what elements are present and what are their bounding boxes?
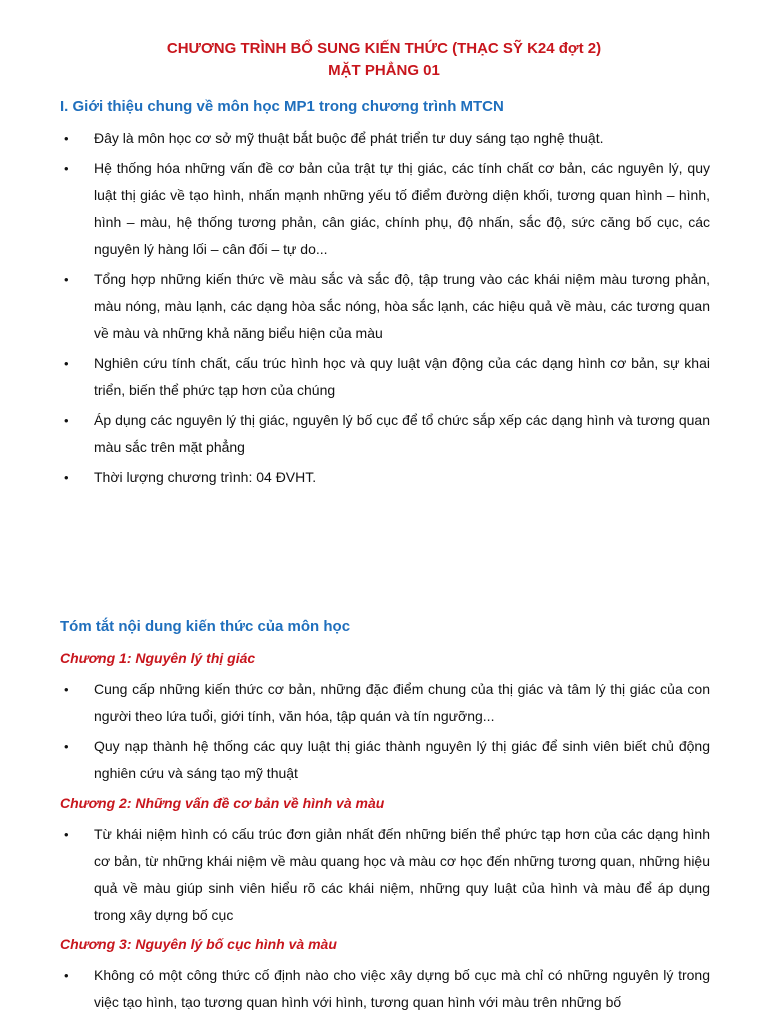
document-title [0,38,768,82]
bullet-icon: • [64,739,69,754]
bullet-icon: • [64,413,69,428]
bullet-icon: • [64,470,69,485]
chapter-1-bullet-list [60,676,710,787]
chapter-3-bullet-list [60,962,710,1016]
bullet-icon: • [64,272,69,287]
list-item: • Không có một công thức cố định nào cho việc xây dựng bố cục mà chỉ có những nguyên lý trong việc tạo hình, tạo tương quan hình với hình, tương quan hình với màu trên những bố [60,962,710,1016]
list-item: • Cung cấp những kiến thức cơ bản, những đặc điểm chung của thị giác và tâm lý thị giác của con người theo lứa tuổi, giới tính, văn hóa, tập quán và tín ngưỡng... [60,676,710,730]
chapter-1-title: Chương 1: Nguyên lý thị giác [60,650,256,666]
title-line-2: MẶT PHẲNG 01 [328,62,440,79]
chapter-2-title: Chương 2: Những vấn đề cơ bản về hình và màu [60,795,385,811]
bullet-icon: • [64,356,69,371]
chapter-2-bullet-list [60,821,710,929]
list-item: • Đây là môn học cơ sở mỹ thuật bắt buộc để phát triển tư duy sáng tạo nghệ thuật. [60,125,710,152]
list-item: • Hệ thống hóa những vấn đề cơ bản của trật tự thị giác, các tính chất cơ bản, các nguyên lý, quy luật thị giác về tạo hình, nhấn mạnh những yếu tố điểm đường diện khối, tương quan hình – hình, hình – màu, hệ thống tương phản, cân giác, chính phụ, độ nhấn, sắc độ, sức căng bố cục, các nguyên lý hàng lối – cân đối – tự do... [60,155,710,263]
chapter-3-title: Chương 3: Nguyên lý bố cục hình và màu [60,936,337,952]
list-item: • Từ khái niệm hình có cấu trúc đơn giản nhất đến những biến thể phức tạp hơn của các dạng hình cơ bản, từ những khái niệm về màu quang học và màu cơ học đến những tương quan, những hiệu quả về màu giúp sinh viên hiểu rõ các khái niệm, những quy luật của hình và màu để áp dụng trong xây dựng bố cục [60,821,710,929]
list-item: • Nghiên cứu tính chất, cấu trúc hình học và quy luật vận động của các dạng hình cơ bản, sự khai triển, biến thể phức tạp hơn của chúng [60,350,710,404]
bullet-icon: • [64,131,69,146]
title-line-1: CHƯƠNG TRÌNH BỔ SUNG KIẾN THỨC (THẠC SỸ K24 đợt 2) [166,40,602,57]
list-item: • Quy nạp thành hệ thống các quy luật thị giác thành nguyên lý thị giác để sinh viên biết chủ động nghiên cứu và sáng tạo mỹ thuật [60,733,710,787]
section-heading-intro: I. Giới thiệu chung về môn học MP1 trong chương trình MTCN [60,98,504,115]
list-item: • Tổng hợp những kiến thức về màu sắc và sắc độ, tập trung vào các khái niệm màu tương phản, màu nóng, màu lạnh, các dạng hòa sắc nóng, hòa sắc lạnh, các hiệu quả về màu, các tương quan về màu và những khả năng biểu hiện của màu [60,266,710,347]
bullet-icon: • [64,161,69,176]
section-heading-summary: Tóm tắt nội dung kiến thức của môn học [60,618,351,635]
bullet-icon: • [64,682,69,697]
list-item: • Áp dụng các nguyên lý thị giác, nguyên lý bố cục để tổ chức sắp xếp các dạng hình và tương quan màu sắc trên mặt phẳng [60,407,710,461]
bullet-icon: • [64,827,69,842]
list-item: • Thời lượng chương trình: 04 ĐVHT. [60,464,710,491]
intro-bullet-list [60,125,710,491]
bullet-icon: • [64,968,69,983]
